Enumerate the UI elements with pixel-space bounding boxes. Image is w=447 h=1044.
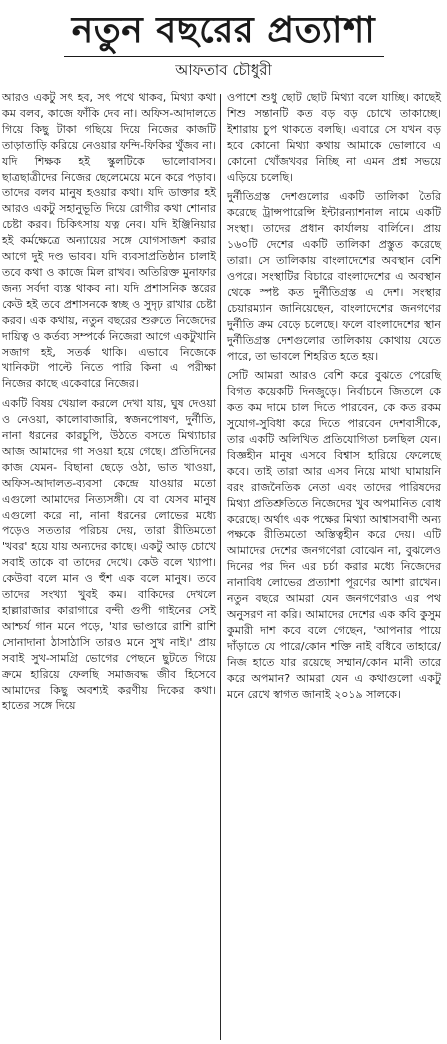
column-divider	[220, 94, 221, 1040]
title-underline	[64, 56, 384, 57]
left-paragraph-2: একটি বিষয় খেয়াল করলে দেখা যায়, ঘুষ দেওয়া ও নেওয়া, কালোবাজারি, স্বজনপোষণ, দুর্নীতি, নানা ধরনের কারচুপি, উঠতে বসতে মিথ্যাচার আজ আমাদের গা সওয়া হয়ে গেছে। প্রতিদিনের কাজ যেমন- বিছানা ছেড়ে ওঠা, ভাত খাওয়া, অফিস-আদালত-ব্যবসা কেন্দ্রে যাওয়ার মতো এগুলো আমাদের নিত্যসঙ্গী। যে বা যেসব মানুষ এগুলো করে না, নানা ধরনের লোভের মধ্যে পড়েও সততার পরিচয় দেয়, তারা রীতিমতো 'খবর' হয়ে যায় অন্যদের কাছে। একটু আড় চোখে সবাই তাকে বা তাদের দেখে। কেউ বলে খ্যাপা। কেউবা বলে মান ও হুঁশ এক বলে মানুষ। তবে তাদের সংখ্যা খুবই কম। বাকিদের দেখলে হাল্লারাজার কারাগারে বন্দী গুপী গাইনের সেই আশ্চর্য গান মনে পড়ে, 'যার ভাণ্ডারে রাশি রাশি সোনাদানা ঠাসাঠাসি তারও মনে সুখ নাই।' প্রায় সবাই সুখ-সামগ্রি ভোগের পেছনে ছুটতে গিয়ে ক্রমে হারিয়ে ফেলছি সমাজবদ্ধ জীব হিসেবে আমাদের কিছু অবশ্যই করণীয় দিকের কথা। হাতের সঙ্গে দিয়ে	[2, 397, 216, 713]
left-paragraph-1: আরও একটু সৎ হব, সৎ পথে থাকব, মিথ্যা কথা কম বলব, কাজে ফাঁকি দেব না। অফিস-আদালতে গিয়ে কিছু টাকা গছিয়ে দিয়ে নিজের কাজটি তাড়াতাড়ি করিয়ে নেওয়ার ফন্দি-ফিকির খুঁজব না। যদি শিক্ষক হই স্কুলটিকে ভালোবাসব। ছাত্রছাত্রীদের নিজের ছেলেমেয়ে মনে করে পড়াব। তাদের বলব মানুষ হওয়ার কথা। যদি ডাক্তার হই আরও একটু সহানুভূতি দিয়ে রোগীর কথা শোনার চেষ্টা করব। চিকিৎসায় যত্ন নেব। যদি ইঞ্জিনিয়ার হই কর্মক্ষেত্রে অন্যায়ের সঙ্গে যোগসাজশ করার আগে দুই দণ্ড ভাবব। যদি ব্যবসাপ্রতিষ্ঠান চালাই তবে কথা ও কাজে মিল রাখব। অতিরিক্ত মুনাফার জন্য সর্বদা ব্যস্ত থাকব না। যদি প্রশাসনিক স্তরের কেউ হই তবে প্রশাসনকে স্বচ্ছ ও সুদৃঢ় রাখার চেষ্টা করব। এক কথায়, নতুন বছরের শুরুতে নিজেদের দায়িত্ব ও কর্তব্য সম্পর্কে নিজেরা আগে একটুখানি সজাগ হই, সতর্ক থাকি। এভাবে নিজেকে খানিকটা পাল্টে নিতে পারি কিনা এ পরীক্ষা নিজের কাছে একেবারে নিজের।	[2, 91, 216, 391]
left-column	[2, 90, 216, 718]
article-byline: আফতাব চৌধুরী	[175, 61, 272, 79]
right-paragraph-3: সেটি আমরা আরও বেশি করে বুঝতে পেরেছি বিগত কয়েকটি দিনজুড়ে। নির্বাচনে জিতলে কে কত কম দামে চাল দিতে পারবেন, কে কত রকম সুযোগ-সুবিধা করে দিতে পারবেন দেশবাসীকে, তার একটি অলিখিত প্রতিযোগিতা চলছিল যেন। বিজ্ঞহীন মানুষ এসবে বিশ্বাস হারিয়ে ফেলেছে কবে। তাই তারা আর এসব নিয়ে মাথা ঘামায়নি বরং রাজনৈতিক নেতা এবং তাদের পারিষদের মিথ্যা প্রতিশ্রুতিতে নিজেদের খুব অপমানিত বোধ করেছে। অর্থাৎ এক পক্ষের মিথ্যা আশ্বাসবাণী অন্য পক্ষকে রীতিমতো অস্তিত্বহীন করে দেয়। এটি আমাদের দেশের জনগণেরা বোঝেন না, বুঝলেও দিনের পর দিন এর চর্চা করার মধ্যে নিজেদের নানাবিধ লোভের প্রত্যাশা পূরণের আশা রাখেন। নতুন বছরে আমরা যেন জনগণেরাও এর পথ অনুসরণ না করি। আমাদের দেশের এক কবি কুসুম কুমারী দাশ কবে বলে গেছেন, 'আপনার পায়ে দাঁড়াতে যে পারে/কোন শক্তি নাই বধিবে তাহারে/নিজ হাতে যার রয়েছে সম্মান/কোন মানী তারে করে অপমান? আমরা যেন এ কথাগুলো একটু মনে রেখে স্বাগত জানাই ২০১৯ সালকে।	[227, 369, 441, 701]
right-column	[227, 90, 441, 706]
right-paragraph-2: দুর্নীতিগ্রস্ত দেশগুলোর একটি তালিকা তৈরি করেছে ট্রান্সপারেন্সি ইন্টারন্যাশনাল নামে একটি সংস্থা। তাদের প্রধান কার্যালয় বার্লিনে। প্রায় ১৬০টি দেশের একটি তালিকা প্রস্তুত করেছে তারা। সে তালিকায় বাংলাদেশের অবস্থান বেশি ওপরে। সংস্থাটির বিচারে বাংলাদেশের এ অবস্থান থেকে স্পষ্ট কত দুর্নীতিগ্রস্ত এ দেশ। সংস্থার চেয়ারম্যান জানিয়েছেন, বাংলাদেশের জনগণের দুর্নীতি ক্রম বেড়ে চলেছে। ফলে বাংলাদেশের স্থান দুর্নীতিগ্রস্ত দেশগুলোর তালিকায় কোথায় যেতে পারে, তা ভাবলে শিহরিত হতে হয়।	[227, 190, 441, 363]
article-title: নতুন বছরের প্রত্যাশা	[71, 9, 376, 51]
right-paragraph-1: ওপাশে শুধু ছোট ছোট মিথ্যা বলে যাচ্ছি। কাছেই শিশু সন্তানটি কত বড় বড় চোখে তাকাচ্ছে। ইশারায় চুপ থাকতে বলছি। এবারে সে যখন বড় হবে কোনো মিথ্যা কথায় আমাকে ভোলাবে এ কোনো খোঁজখবর নিচ্ছি না এমন প্রশ্ন সভয়ে এড়িয়ে চলেছি।	[227, 91, 441, 184]
